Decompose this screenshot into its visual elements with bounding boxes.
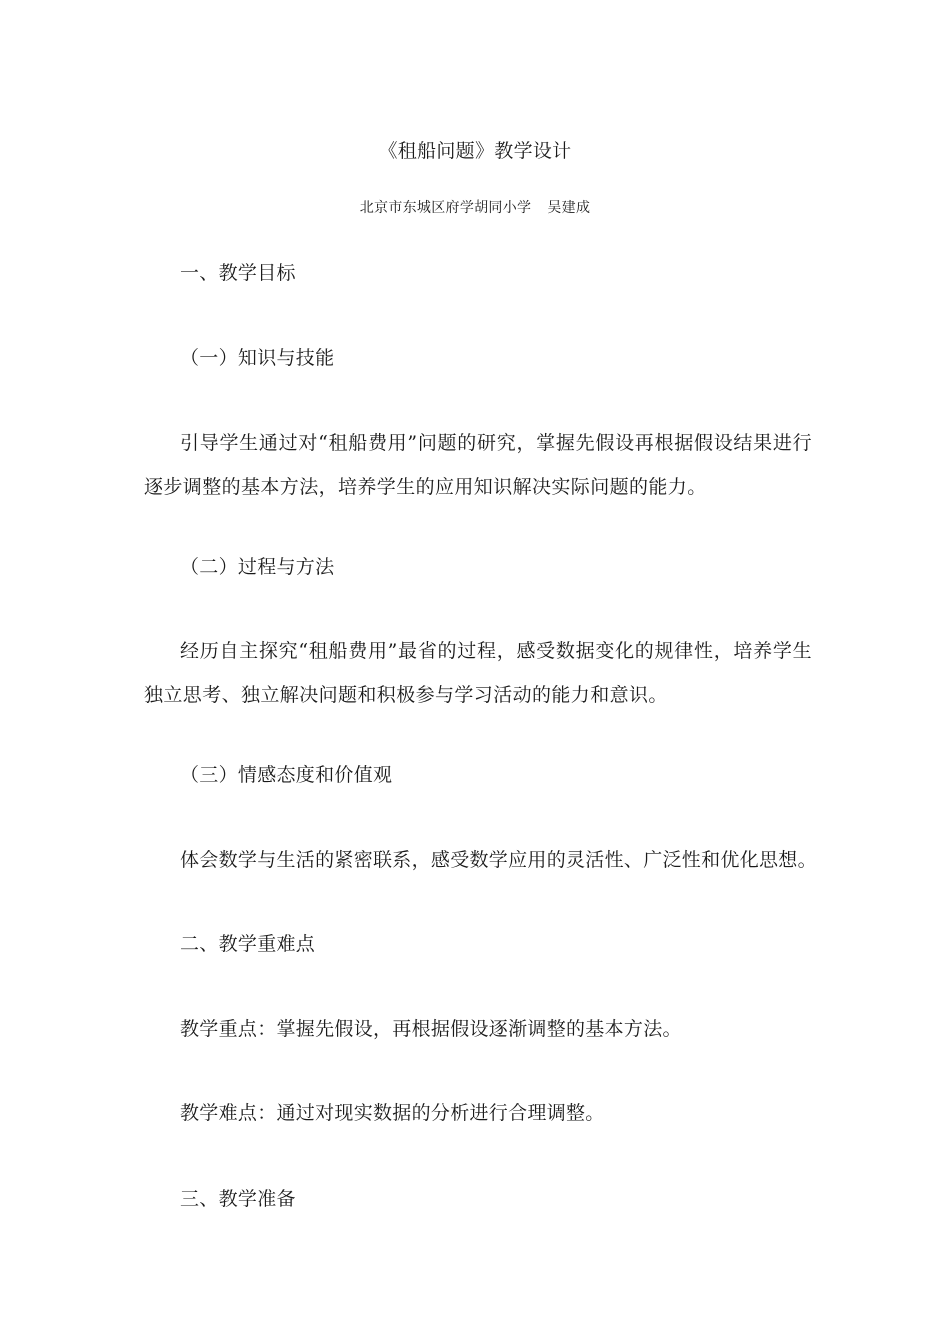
section-heading-objectives: 一、教学目标 bbox=[180, 262, 296, 284]
paragraph-attitude-values: 体会数学与生活的紧密联系，感受数学应用的灵活性、广泛性和优化思想。 bbox=[180, 849, 817, 871]
paragraph-knowledge-skills: 引导学生通过对“租船费用”问题的研究，掌握先假设再根据假设结果进行逐步调整的基本方法，培养学生的应用知识解决实际问题的能力。 bbox=[144, 432, 812, 498]
paragraph-teaching-difficulty: 教学难点：通过对现实数据的分析进行合理调整。 bbox=[180, 1102, 605, 1124]
subheading-knowledge-skills: （一）知识与技能 bbox=[180, 347, 335, 369]
paragraph-teaching-key: 教学重点：掌握先假设，再根据假设逐渐调整的基本方法。 bbox=[180, 1018, 682, 1040]
subheading-process-method: （二）过程与方法 bbox=[180, 556, 335, 578]
subheading-attitude-values: （三）情感态度和价值观 bbox=[180, 764, 393, 786]
author-name: 吴建成 bbox=[547, 200, 591, 216]
author-line bbox=[0, 198, 950, 218]
section-heading-preparation: 三、教学准备 bbox=[180, 1188, 296, 1210]
section-heading-key-difficult: 二、教学重难点 bbox=[180, 933, 316, 955]
paragraph-process-method: 经历自主探究“租船费用”最省的过程，感受数据变化的规律性，培养学生独立思考、独立解决问题和积极参与学习活动的能力和意识。 bbox=[144, 640, 812, 706]
document-title: 《租船问题》教学设计 bbox=[378, 140, 572, 162]
author-school: 北京市东城区府学胡同小学 bbox=[359, 200, 532, 216]
